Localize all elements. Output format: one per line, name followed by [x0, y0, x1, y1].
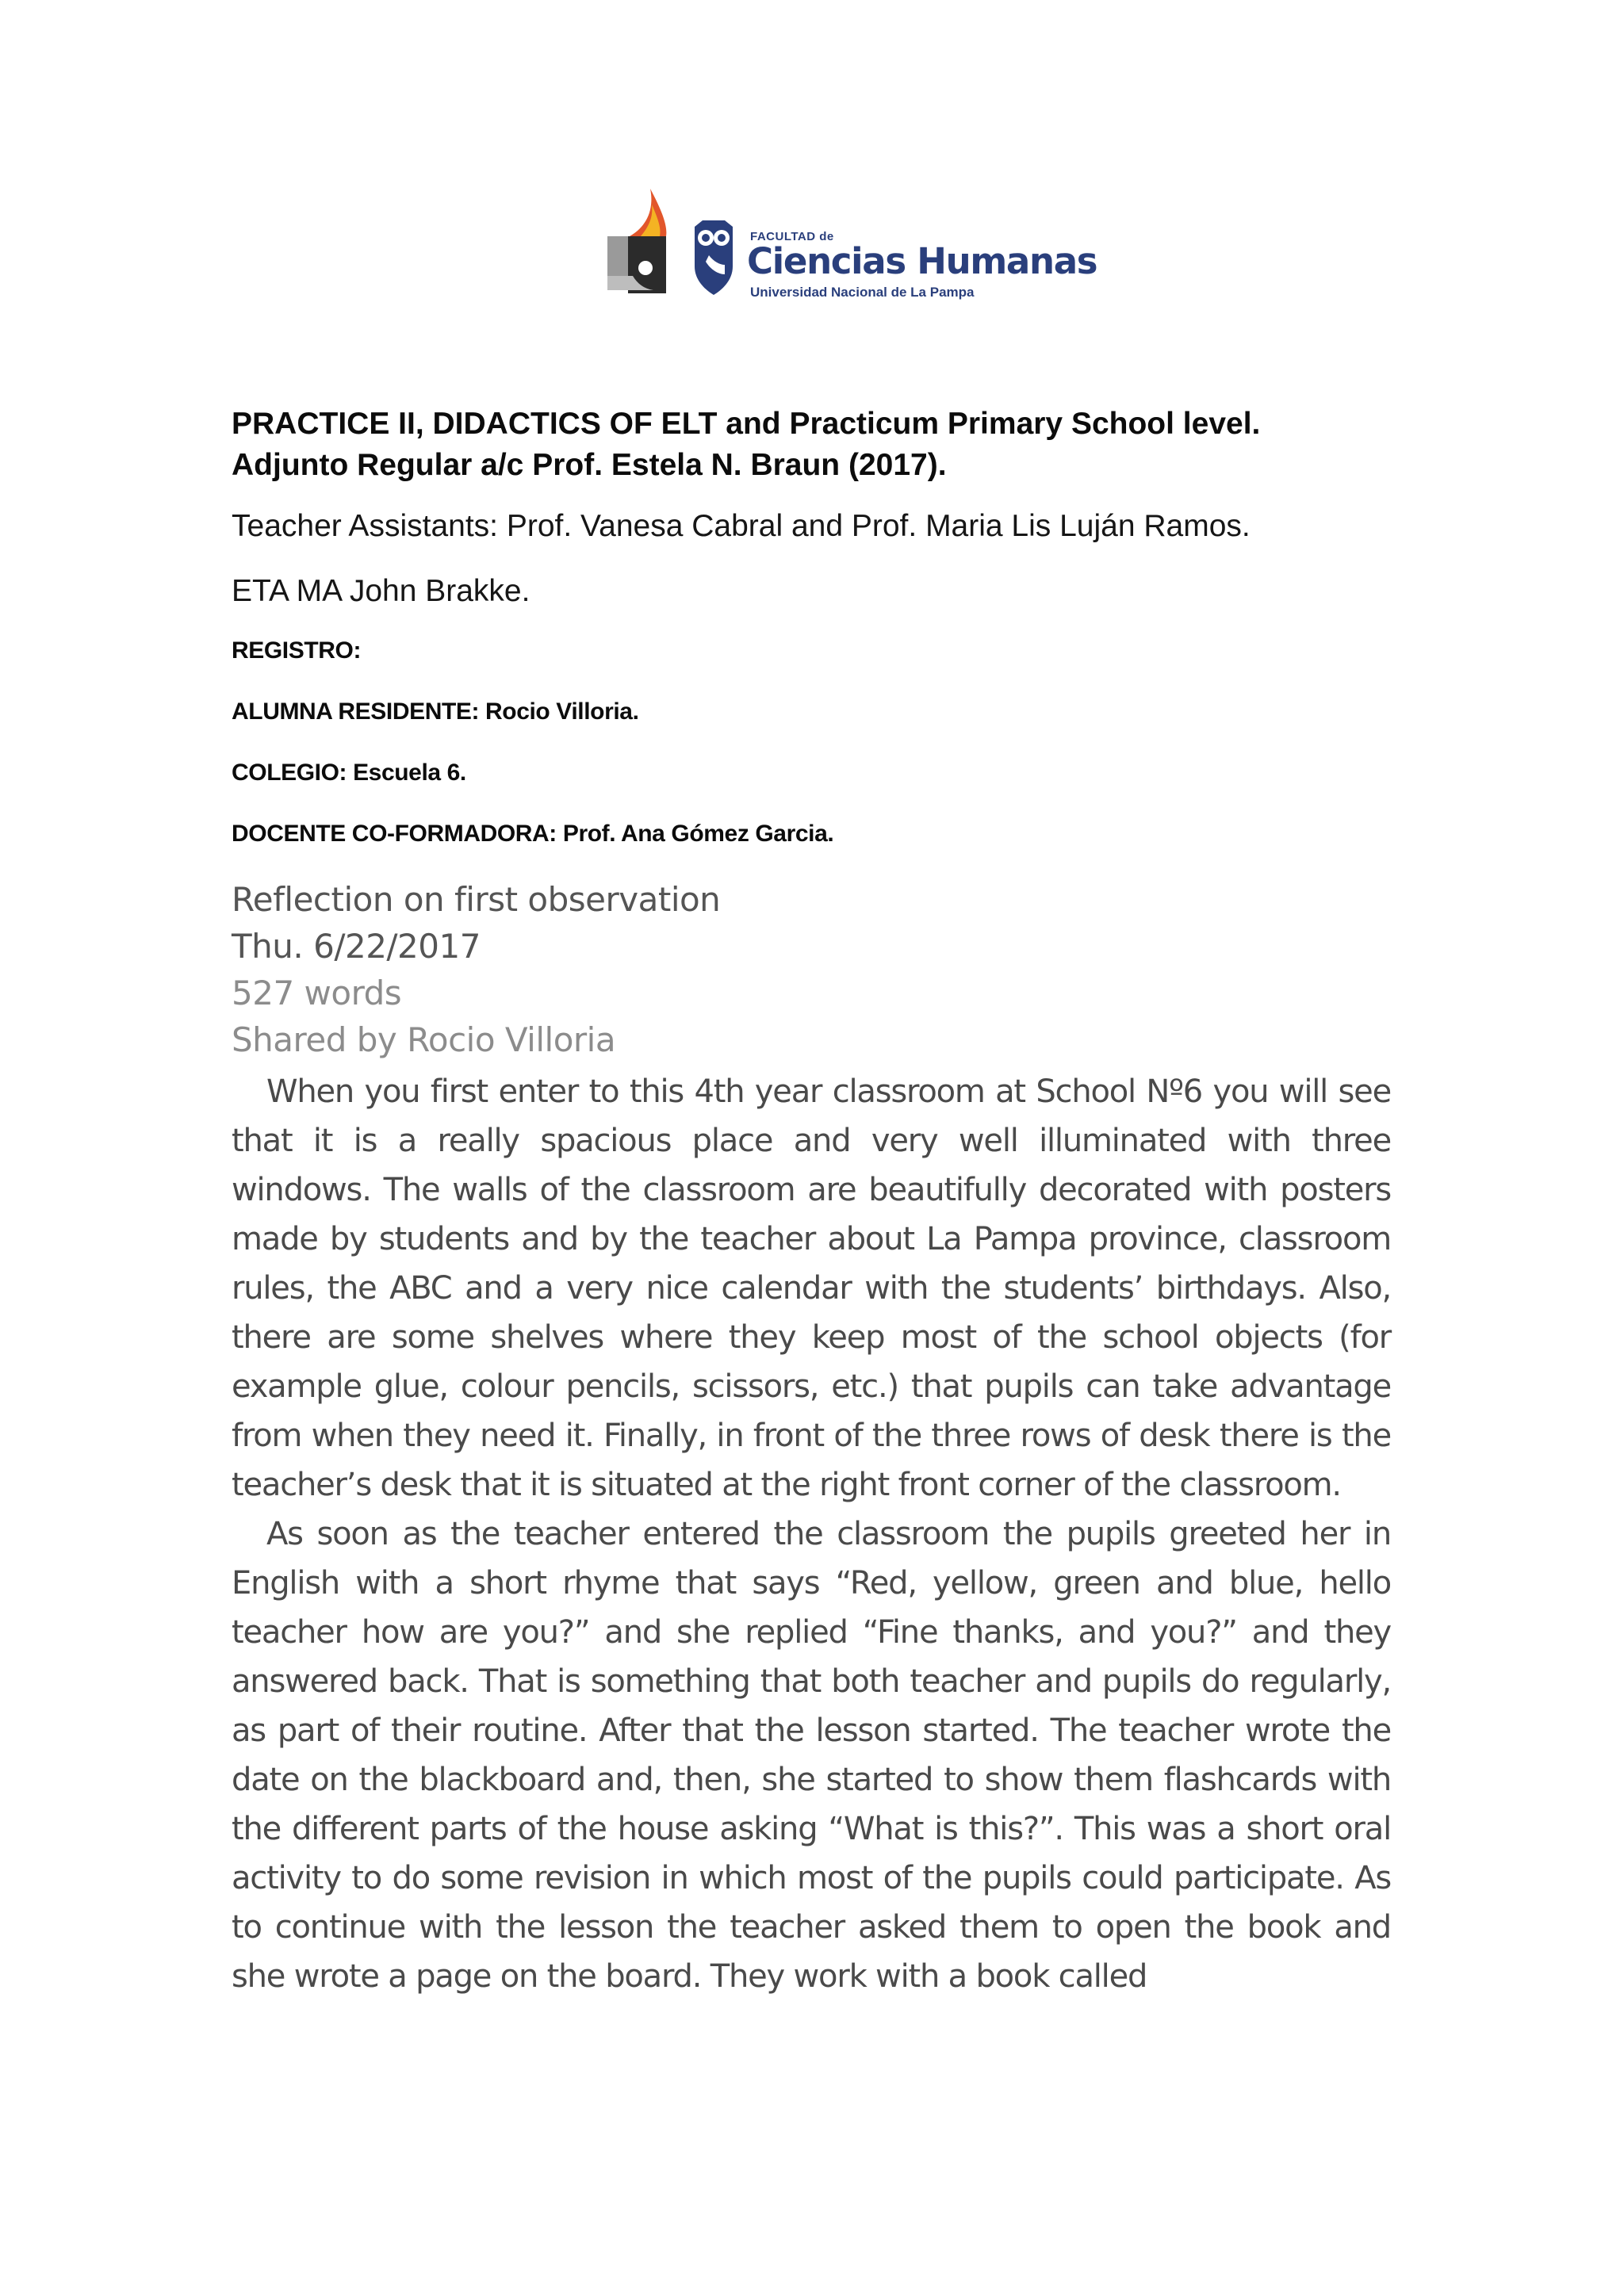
course-subtitle: Adjunto Regular a/c Prof. Estela N. Braun (2017). [232, 448, 947, 482]
registro-label: REGISTRO: [232, 637, 362, 664]
colegio: COLEGIO: Escuela 6. [232, 760, 466, 786]
body-paragraph: When you first enter to this 4th year classroom at School Nº6 you will see that it is a really spacious place and very well illuminated with three windows. The walls of the classroom are beautifully decorated with posters made by students and by the teacher about La Pampa province, classroom rules, the ABC and a very nice calendar with the students’ birthdays. Also, there are some shelves where they keep most of the school objects (for example glue, colour pencils, scissors, etc.) that pupils can take advantage from when they need it. Finally, in front of the three rows of desk there is the teacher’s desk that it is situated at the right front corner of the classroom. [232, 1073, 1391, 1503]
shared-by: Shared by Rocio Villoria [232, 1020, 616, 1059]
docente-coformadora: DOCENTE CO-FORMADORA: Prof. Ana Gómez Garcia. [232, 821, 834, 847]
eta-line: ETA MA John Brakke. [232, 574, 530, 608]
body-paragraph: As soon as the teacher entered the classroom the pupils greeted her in English with a short rhyme that says “Red, yellow, green and blue, hello teacher how are you?” and she replied “Fine thanks, and you?” and they answered back. That is something that both teacher and pupils do regularly, as part of their routine. After that the lesson started. The teacher wrote the date on the blackboard and, then, she started to show them flashcards with the different parts of the house asking “What is this?”. This was a short oral activity to do some revision in which most of the pupils could participate. As to continue with the lesson the teacher asked them to open the book and she wrote a page on the board. They work with a book called [232, 1516, 1391, 1995]
reflection-date: Thu. 6/22/2017 [232, 927, 481, 966]
reflection-body [232, 1067, 1391, 2001]
course-title: PRACTICE II, DIDACTICS OF ELT and Practicum Primary School level. [232, 407, 1261, 441]
owl-icon [695, 220, 733, 295]
faculty-logo [606, 189, 1097, 308]
word-count: 527 words [232, 974, 402, 1012]
university-emblem-icon [606, 189, 749, 308]
logo-university: Universidad Nacional de La Pampa [750, 285, 975, 300]
logo-faculty-name: Ciencias Humanas [747, 240, 1097, 282]
alumna-residente: ALUMNA RESIDENTE: Rocio Villoria. [232, 698, 639, 725]
teacher-assistants: Teacher Assistants: Prof. Vanesa Cabral and Prof. Maria Lis Luján Ramos. [232, 509, 1251, 543]
logo-kicker: FACULTAD de [750, 230, 834, 243]
reflection-title: Reflection on first observation [232, 880, 721, 919]
